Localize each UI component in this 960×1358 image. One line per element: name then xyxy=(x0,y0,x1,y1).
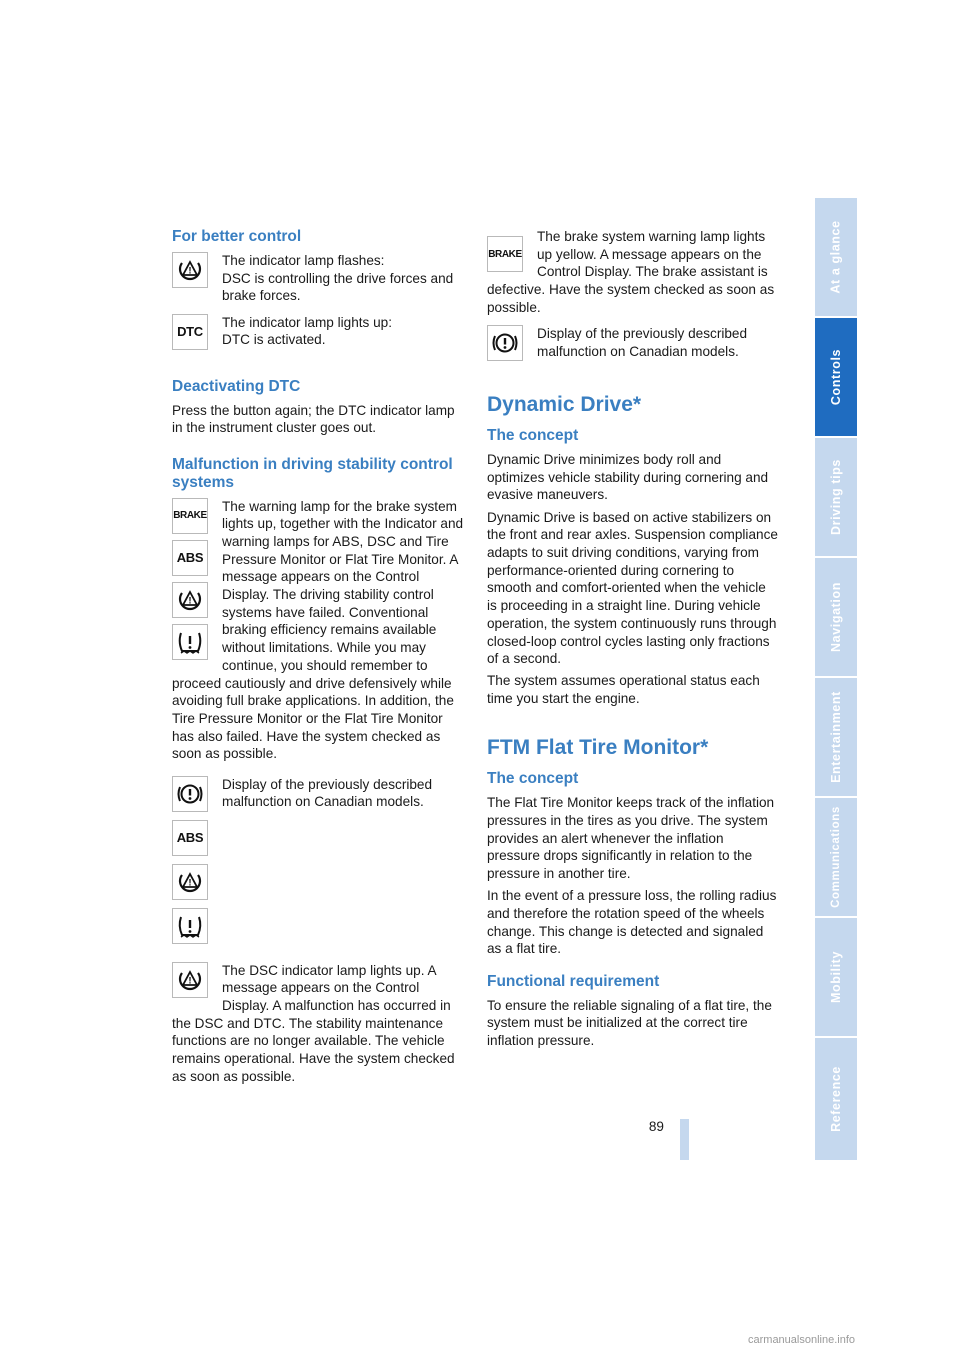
brake-lamp-label: BRAKE xyxy=(488,248,522,260)
tab-navigation[interactable] xyxy=(815,558,857,676)
dtc-lights-text: DTC is activated. xyxy=(222,332,326,348)
heading-malfunction: Malfunction in driving stability control systems xyxy=(172,455,453,491)
dsc-warning-icon xyxy=(172,962,208,998)
heading-for-better-control: For better control xyxy=(172,228,302,245)
dsc-warning-icon xyxy=(172,582,208,618)
tab-mobility[interactable] xyxy=(815,918,857,1036)
heading-deactivating-dtc: Deactivating DTC xyxy=(172,377,301,395)
page-marker-bar xyxy=(680,1119,689,1160)
left-column xyxy=(172,228,464,1090)
brake-circle-icon xyxy=(172,776,208,812)
tab-label: Communications xyxy=(830,806,842,908)
dd-text-1: Dynamic Drive minimizes body roll and optimizes vehicle stability during cornering and evasive maneuvers. xyxy=(487,452,769,503)
tire-pressure-icon xyxy=(172,624,208,660)
dsc-flashes-label: The indicator lamp flashes: xyxy=(222,253,385,268)
malfunction-text: The warning lamp for the brake system lights up, together with the Indicator and warning lamps for ABS, DSC and Tire Pressure Monitor or Flat Tire Monitor. A message appears on the Control Display. The driving stability control systems have failed. Conventional braking efficiency remains available without limitations. While you may continue, you should remember to proceed cautiously and drive defensively while avoiding full brake applications. In addition, the Tire Pressure Monitor or the Flat Tire Monitor has also failed. Have the system checked as soon as possible. xyxy=(172,498,464,762)
canadian-display-text: Display of the previously described malfunction on Canadian models. xyxy=(222,776,433,810)
tab-label: At a glance xyxy=(829,220,844,294)
section-tabs xyxy=(815,198,857,1160)
dd-text-2: Dynamic Drive is based on active stabilizers on the front and rear axles. Suspension compliance adapts to suit driving conditions, varying from performance-oriented during cornering to smooth and comfort-oriented when the vehicle is proceeding in a straight line. During vehicle operation, the system continuously runs through closed-loop control cycles lasting only fractions of a second. xyxy=(487,509,778,667)
brake-circle-icon xyxy=(487,325,523,361)
tab-label: Driving tips xyxy=(829,459,843,535)
tab-label: Navigation xyxy=(829,582,843,652)
deactivating-dtc-text: Press the button again; the DTC indicator lamp in the instrument cluster goes out. xyxy=(172,402,455,436)
svg-text:!: ! xyxy=(188,595,192,606)
ftm-text-1: The Flat Tire Monitor keeps track of the inflation pressures in the tires as you drive. The system provides an alert whenever the inflation pressure drops significantly in relation to the pressure in another tire. xyxy=(487,795,775,882)
brake-yellow-text: The brake system warning lamp lights up yellow. A message appears on the Control Display. The brake assistant is defective. Have the system checked as soon as possible. xyxy=(487,229,775,315)
canadian-display-text: Display of the previously described malfunction on Canadian models. xyxy=(537,326,748,359)
functional-requirement-text: To ensure the reliable signaling of a flat tire, the system must be initialized at the correct tire inflation pressure. xyxy=(487,997,772,1049)
heading-ftm: FTM Flat Tire Monitor* xyxy=(487,736,709,760)
tab-entertainment[interactable] xyxy=(815,678,857,796)
ftm-text-2: In the event of a pressure loss, the rolling radius and therefore the rotation speed of the wheels change. This change is detected and signaled as a flat tire. xyxy=(487,888,777,957)
tire-pressure-icon xyxy=(172,908,208,944)
tab-controls[interactable] xyxy=(815,318,857,436)
brake-lamp-icon xyxy=(487,236,523,272)
heading-functional-requirement: Functional requirement xyxy=(487,972,660,990)
dd-text-3: The system assumes operational status each time you start the engine. xyxy=(487,673,760,707)
abs-lamp-icon xyxy=(172,540,208,576)
tab-label: Reference xyxy=(829,1066,844,1132)
right-column xyxy=(487,228,779,1054)
dsc-lamp-lights-text: The DSC indicator lamp lights up. A message appears on the Control Display. A malfunction has occurred in the DSC and DTC. The stability maintenance functions are no longer available. The vehicle remains operational. Have the system checked as soon as possible. xyxy=(172,962,455,1084)
dsc-warning-icon xyxy=(172,864,208,900)
dsc-flashes-text: DSC is controlling the drive forces and brake forces. xyxy=(222,270,454,304)
dtc-lights-label: The indicator lamp lights up: xyxy=(222,314,393,330)
page-number: 89 xyxy=(648,1119,664,1134)
tab-at-a-glance[interactable] xyxy=(815,198,857,316)
svg-text:!: ! xyxy=(188,877,192,888)
brake-lamp-icon xyxy=(172,498,208,534)
svg-text:!: ! xyxy=(188,265,192,276)
dsc-warning-icon xyxy=(172,252,208,288)
tab-communications[interactable] xyxy=(815,798,857,916)
dtc-lamp-icon xyxy=(172,314,208,350)
watermark: carmanualsonline.info xyxy=(748,1334,856,1346)
abs-lamp-label: ABS xyxy=(176,550,204,566)
brake-lamp-label: BRAKE xyxy=(173,510,207,522)
abs-lamp-icon xyxy=(172,820,208,856)
heading-dynamic-drive: Dynamic Drive* xyxy=(487,393,642,417)
abs-lamp-label: ABS xyxy=(176,830,204,846)
tab-label: Mobility xyxy=(829,950,843,1004)
tab-label: Controls xyxy=(829,348,843,406)
heading-ftm-concept: The concept xyxy=(487,770,579,788)
dtc-lamp-label: DTC xyxy=(177,324,203,340)
tab-label: Entertainment xyxy=(829,691,843,783)
svg-text:!: ! xyxy=(188,975,192,986)
tab-driving-tips[interactable] xyxy=(815,438,857,556)
heading-dd-concept: The concept xyxy=(487,427,579,445)
tab-reference[interactable] xyxy=(815,1038,857,1160)
